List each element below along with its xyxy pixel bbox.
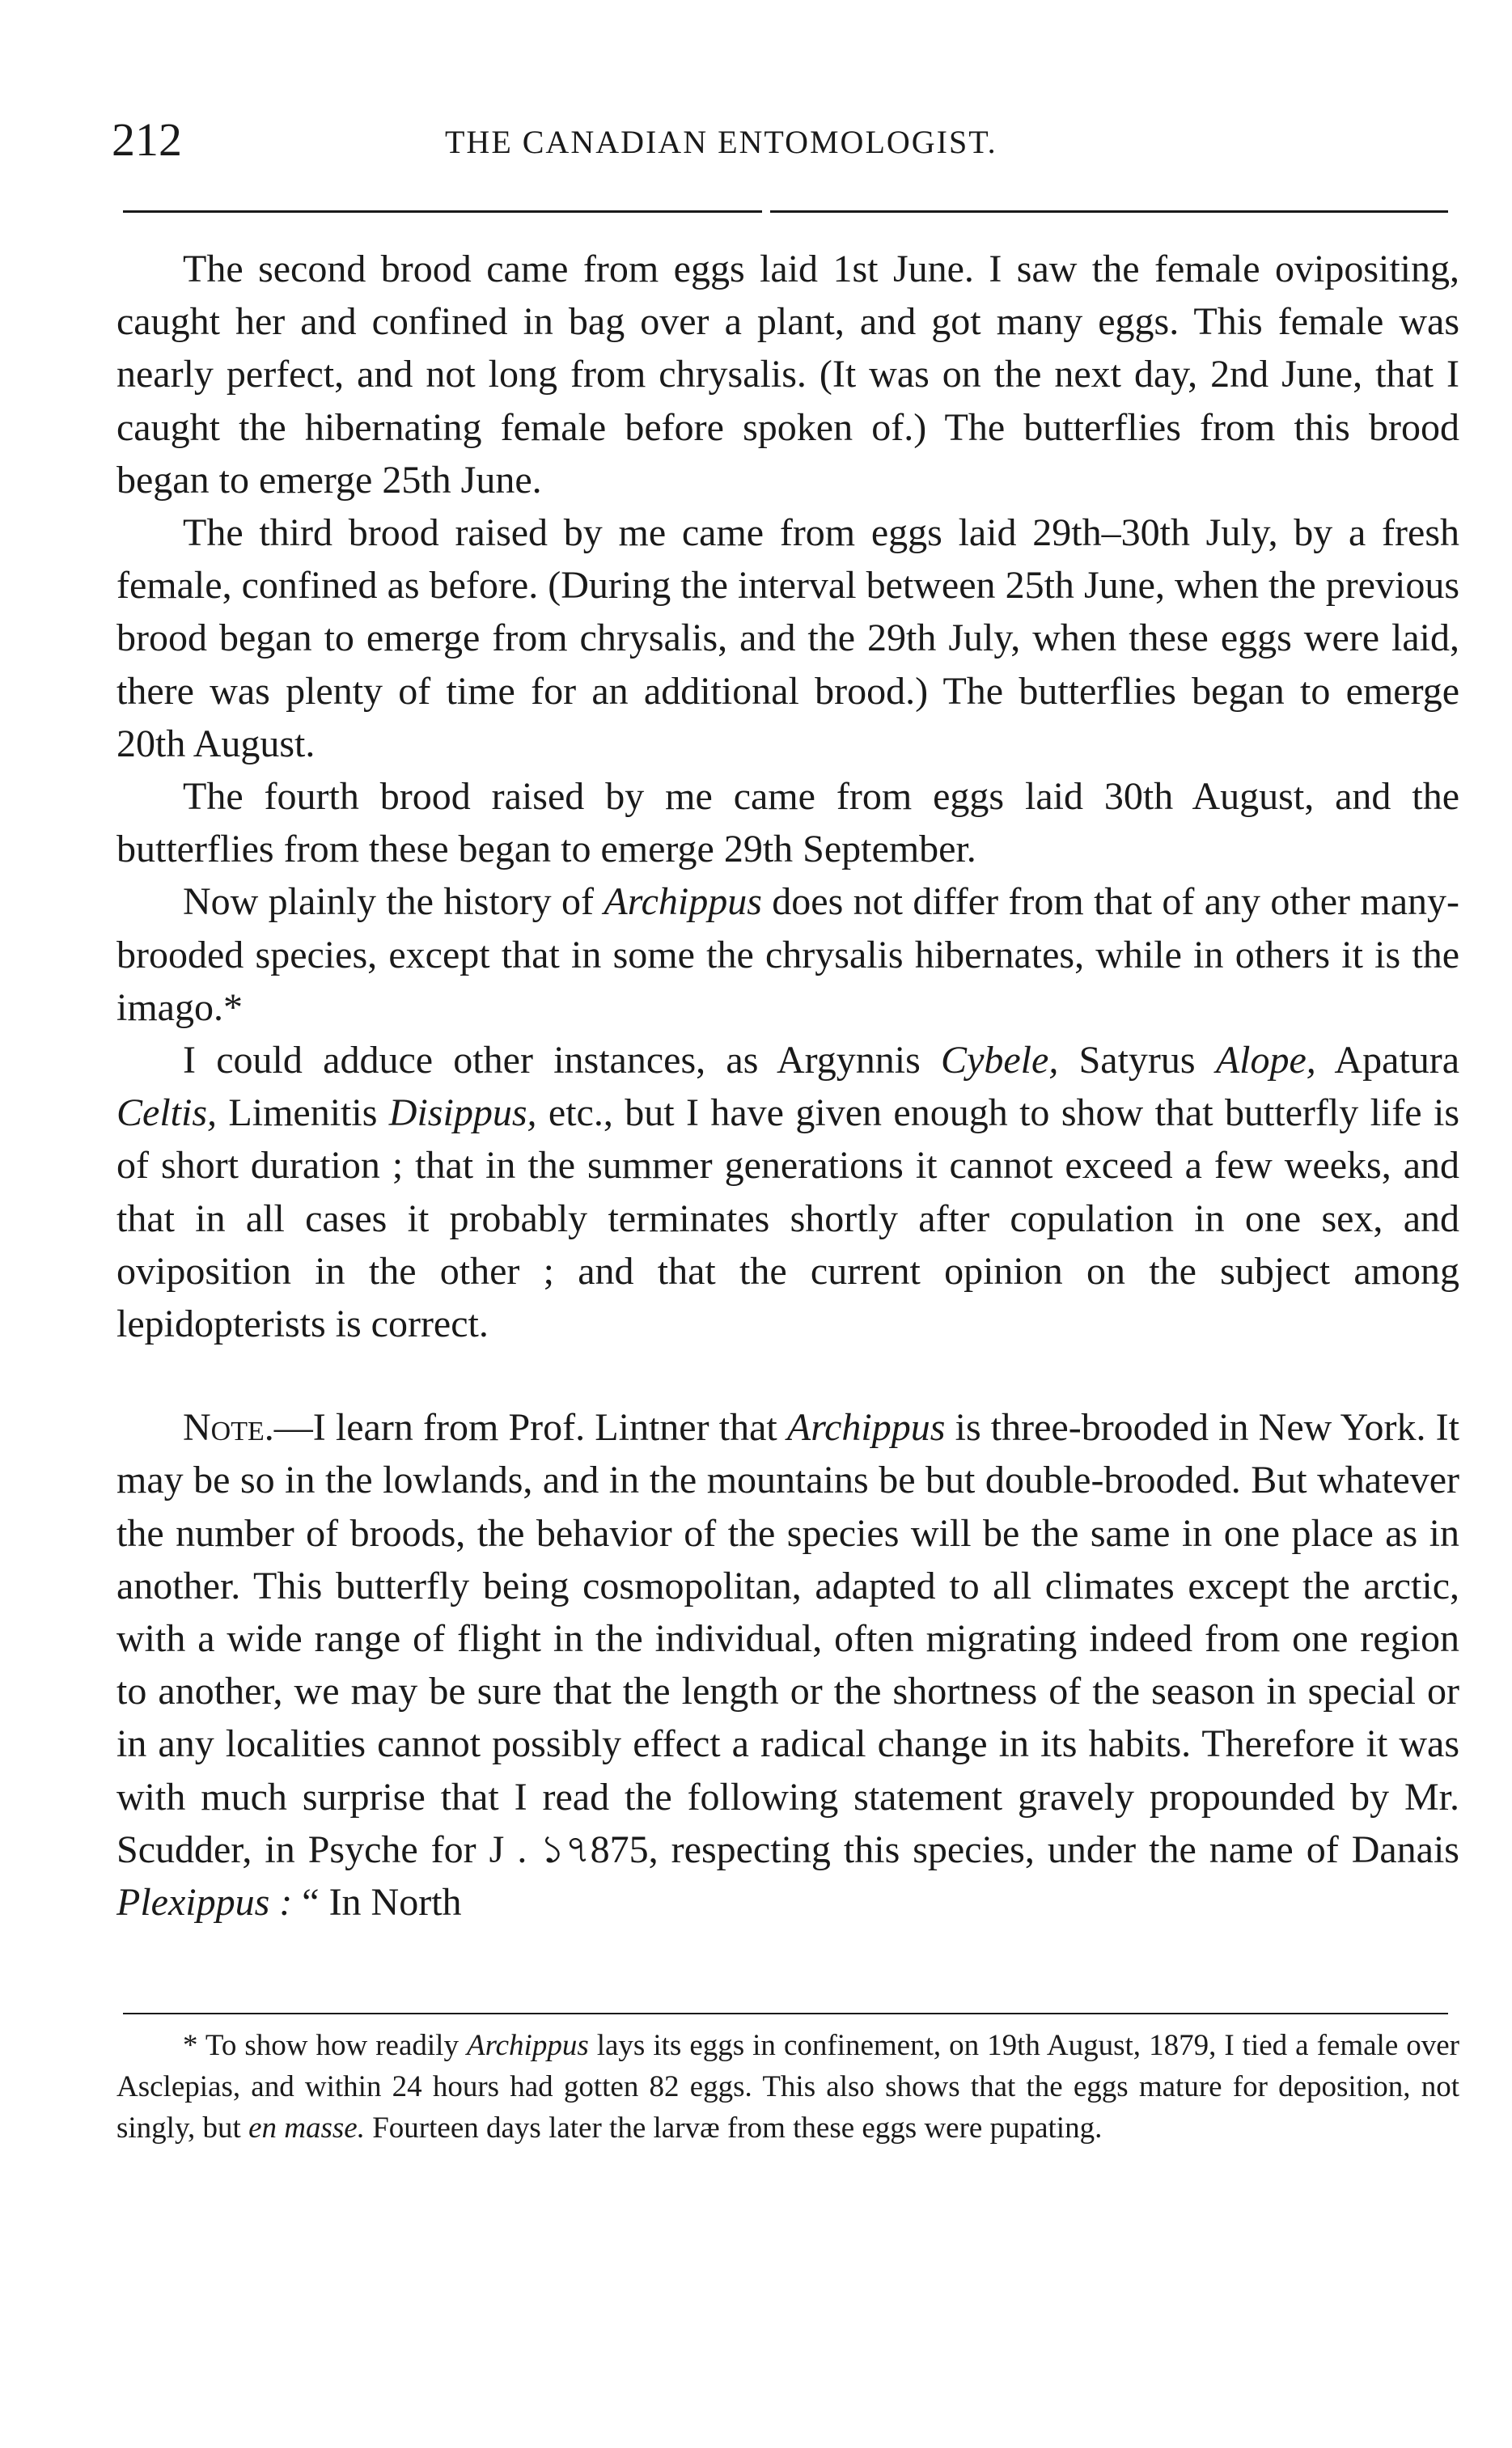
text-run: does not differ from that of any other many-brooded species, except that in some the chrysalis hibernates, while in others it is the imago.* [116,880,1459,1029]
text-run: Satyrus [1058,1039,1216,1082]
text-run: Now plainly the history of [183,880,604,924]
page-number: 212 [112,113,182,166]
footnote [116,2025,1459,2149]
italic-text-run: Disippus, [388,1091,537,1135]
italic-text-run: Archippus [466,2029,589,2062]
paragraph [116,1034,1459,1350]
italic-text-run: Alope, [1215,1039,1316,1082]
text-run: Apatura [1315,1039,1459,1082]
text-run: etc., but I have given enough to show that butterfly life is of short duration ; that in the summer generations it cannot exceed a few weeks, and that in all cases it probably terminates shortly after copulation in one sex, and oviposition in the other ; and that the current opinion on the subject among lepidopterists is correct. [116,1091,1460,1346]
text-run: I could adduce other instances, as Argynnis [183,1039,942,1082]
italic-text-run: en masse. [248,2111,365,2145]
text-run: lays its eggs in confinement, on 19th August, 1879, I tied a female over Asclepias, and within 24 hours had gotten 82 eggs. This also shows that the eggs mature for deposition, not singly, but [116,2029,1459,2145]
italic-text-run: Plexippus : [116,1881,293,1925]
header-rule-right [770,210,1448,213]
page-header [112,112,1438,168]
italic-text-run: Cybele, [941,1039,1059,1082]
text-run: The second brood came from eggs laid 1st June. I saw the female ovipositing, caught her and confined in bag over a plant, and got many eggs. This female was nearly perfect, and not long from chrysalis. (It was on the next day, 2nd June, that I caught the hibernating female before spoken of.) The butterflies from this brood began to emerge 25th June. [116,248,1459,502]
text-run: —I learn from Prof. Lintner that [273,1406,787,1450]
text-run: Fourteen days later the larvæ from these eggs were pupating. [364,2111,1103,2145]
text-run: * To show how readily [183,2029,467,2062]
text-run: is three-brooded in New York. It may be so in the lowlands, and in the mountains be but double-brooded. But whatever the number of broods, the behavior of the species will be the same in one place as in another. This butterfly being cosmopolitan, adapted to all climates except the arctic, with a wide range of flight in the individual, often migrating indeed from one region to another, we may be sure that the length or the shortness of the season in special or in any localities cannot possibly effect a radical change in its habits. Therefore it was with much surprise that I read the following statement gravely propounded by Mr. Scudder, in Psyche for J . ১৭875, respecting this species, under the name of Danais [116,1406,1459,1871]
running-head: THE CANADIAN ENTOMOLOGIST. [445,124,997,160]
footnote-rule [123,2013,1448,2014]
note-label: Note. [183,1406,274,1450]
paragraph [116,506,1459,770]
text-run: The third brood raised by me came from eggs laid 29th–30th July, by a fresh female, confined as before. (During the interval between 25th June, when the previous brood began to emerge from chrysalis, and the 29th July, when these eggs were laid, there was plenty of time for an additional brood.) The butterflies began to emerge 20th August. [116,511,1459,765]
note-paragraph [116,1401,1459,1929]
paragraph [116,770,1459,875]
paragraph [116,875,1459,1034]
section-gap [116,1350,1459,1401]
italic-text-run: Archippus [786,1406,946,1450]
text-run: The fourth brood raised by me came from eggs laid 30th August, and the butterflies from these began to emerge 29th September. [116,775,1459,871]
italic-text-run: Celtis, [116,1091,218,1135]
text-run: “ In North [292,1881,462,1925]
body-text [116,243,1459,1929]
header-rule-left [123,210,762,213]
paragraph [116,243,1459,506]
text-run: Limenitis [217,1091,389,1135]
italic-text-run: Archippus [604,880,762,924]
footnote-paragraph [116,2025,1459,2149]
